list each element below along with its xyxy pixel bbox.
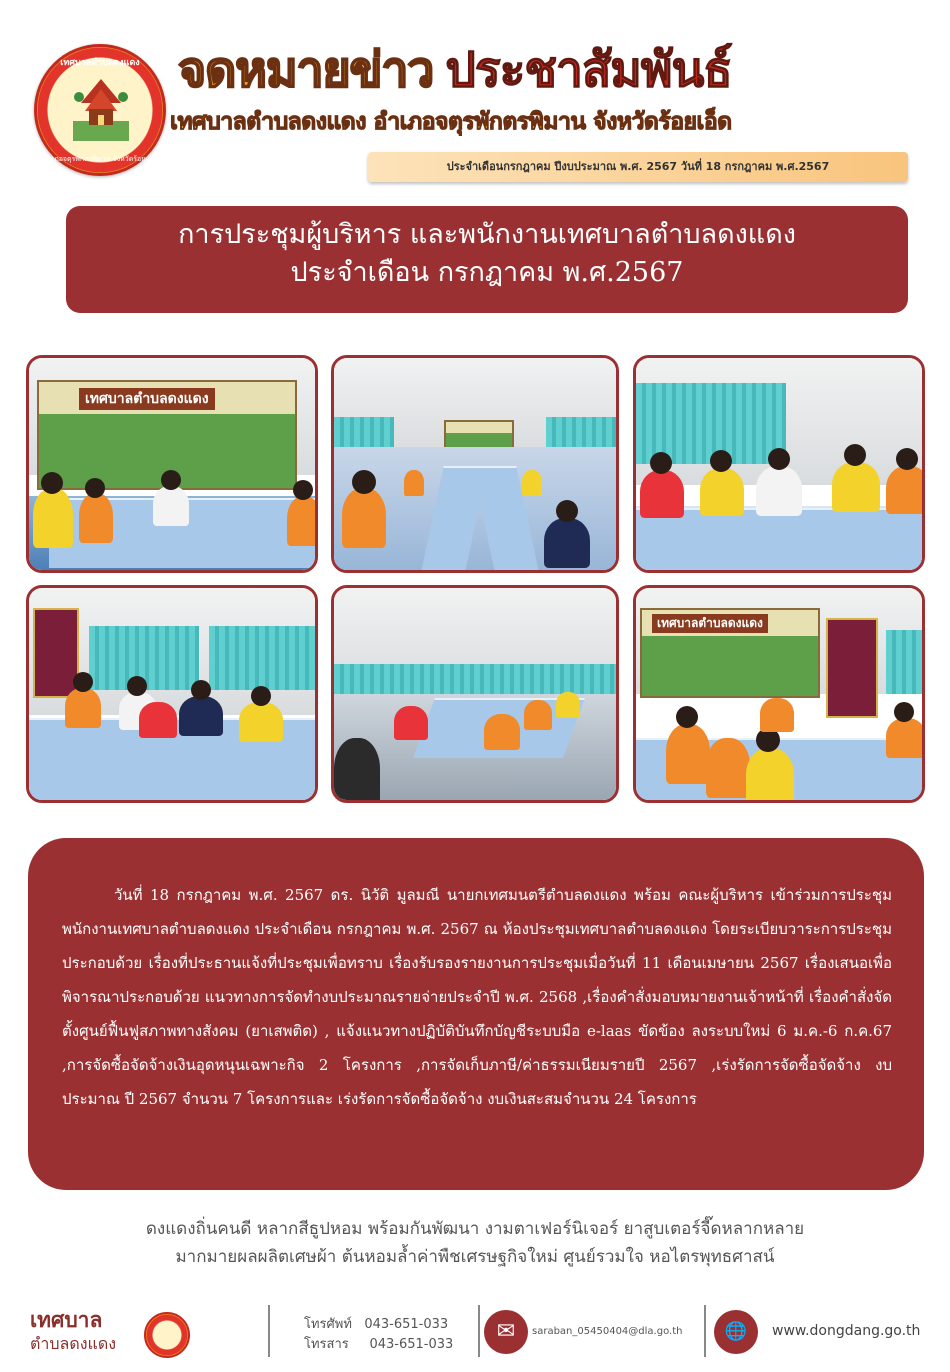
footer-org-subname: ตำบลดงแดง xyxy=(30,1334,117,1353)
photo-1-banner-text: เทศบาลตำบลดงแดง xyxy=(79,388,215,410)
news-paragraph: วันที่ 18 กรกฎาคม พ.ศ. 2567 ดร. นิวัติ มูลมณี นายกเทศมนตรีตำบลดงแดง พร้อม คณะผู้บริหาร เข้าร่วมการประชุมพนักงานเทศบาลตำบลดงแดง ประจำเดือน กรกฎาคม พ.ศ. 2567 ณ ห้องประชุมเทศบาลตำบลดงแดง โดยระเบียบวาระการประชุม ประกอบด้วย เรื่องที่ประธานแจ้งที่ประชุมเพื่อทราบ เรื่องรับรองรายงานการประชุมเมื่อวันที่ 11 เดือนเมษายน 2567 เรื่องเสนอเพื่อพิจารณาประกอบด้วย แนวทางการจัดทำงบประมาณรายจ่ายประจำปี พ.ศ. 2568 ,เรื่องคำสั่งมอบหมายงานเจ้าหน้าที่ เรื่องคำสั่งจัดตั้งศูนย์ฟื้นฟูสภาพทางสังคม (ยาเสพติด) , แจ้งแนวทางปฏิบัติบันทึกบัญชีระบบมือ e-laas ขัดข้อง ลงระบบใหม่ 6 ม.ค.-6 ก.ค.67 ,การจัดซื้อจัดจ้างเงินอุดหนุนเฉพาะกิจ 2 โครงการ ,การจัดเก็บภาษี/ค่าธรรมเนียมรายปี 2567 ,เร่งรัดการจัดซื้อจัดจ้าง งบประมาณ ปี 2567 จำนวน 7 โครงการและ เร่งรัดการจัดซื้อจัดจ้าง งบเงินสะสมจำนวน 24 โครงการ xyxy=(62,886,892,1108)
email-icon: ✉ xyxy=(484,1310,528,1354)
meeting-photo-5 xyxy=(331,585,619,803)
meeting-photo-3 xyxy=(633,355,925,573)
footer-website[interactable]: www.dongdang.go.th xyxy=(772,1323,921,1339)
footer-logo xyxy=(144,1312,190,1358)
footer-divider-2 xyxy=(478,1305,480,1357)
title-part-2: ประชาสัมพันธ์ xyxy=(445,42,732,98)
footer-divider-3 xyxy=(704,1305,706,1357)
footer-org-name: เทศบาล xyxy=(30,1308,103,1332)
news-body xyxy=(28,838,924,1190)
photo-6-banner-text: เทศบาลตำบลดงแดง xyxy=(652,614,768,633)
slogan xyxy=(0,1215,950,1271)
temple-icon xyxy=(73,77,129,141)
headline-line-1: การประชุมผู้บริหาร และพนักงานเทศบาลตำบลดงแดง xyxy=(178,219,796,250)
slogan-line-2: มากมายผลผลิตเศษผ้า ต้นหอมล้ำค่าพืชเศรษฐกิจใหม่ ศูนย์รวมใจ หอไตรพุทธศาสน์ xyxy=(175,1247,775,1267)
fax-number: 043-651-033 xyxy=(369,1337,454,1352)
globe-icon: 🌐 xyxy=(714,1310,758,1354)
meeting-photo-2 xyxy=(331,355,619,573)
headline-line-2: ประจำเดือน กรกฎาคม พ.ศ.2567 xyxy=(290,257,684,288)
footer-email[interactable]: saraban_05450404@dla.go.th xyxy=(532,1326,683,1337)
footer-divider-1 xyxy=(268,1305,270,1357)
title-part-1: จดหมายข่าว xyxy=(178,42,434,98)
meeting-photo-6 xyxy=(633,585,925,803)
meeting-photo-4 xyxy=(26,585,318,803)
fax-row xyxy=(304,1333,453,1354)
logo-text-bottom: อำเภอจตุรพักตรพิมาน จังหวัดร้อยเอ็ด xyxy=(43,155,157,163)
logo-text-top: เทศบาลตำบลดงแดง xyxy=(60,58,140,68)
phone-number: 043-651-033 xyxy=(364,1317,449,1332)
headline-banner xyxy=(66,206,908,313)
municipality-logo xyxy=(34,44,166,176)
meeting-photo-1 xyxy=(26,355,318,573)
fax-label: โทรสาร xyxy=(304,1337,349,1352)
phone-label: โทรศัพท์ xyxy=(304,1317,352,1332)
phone-row xyxy=(304,1313,448,1334)
date-bar: ประจำเดือนกรกฎาคม ปีงบประมาณ พ.ศ. 2567 วันที่ 18 กรกฎาคม พ.ศ.2567 xyxy=(368,152,908,182)
newsletter-title xyxy=(178,40,938,100)
newsletter-subtitle: เทศบาลตำบลดงแดง อำเภอจตุรพักตรพิมาน จังหวัดร้อยเอ็ด xyxy=(170,109,732,135)
slogan-line-1: ดงแดงถิ่นคนดี หลากสีธูปหอม พร้อมกันพัฒนา งามตาเฟอร์นิเจอร์ ยาสูบเตอร์จี๊ดหลากหลาย xyxy=(145,1219,805,1239)
